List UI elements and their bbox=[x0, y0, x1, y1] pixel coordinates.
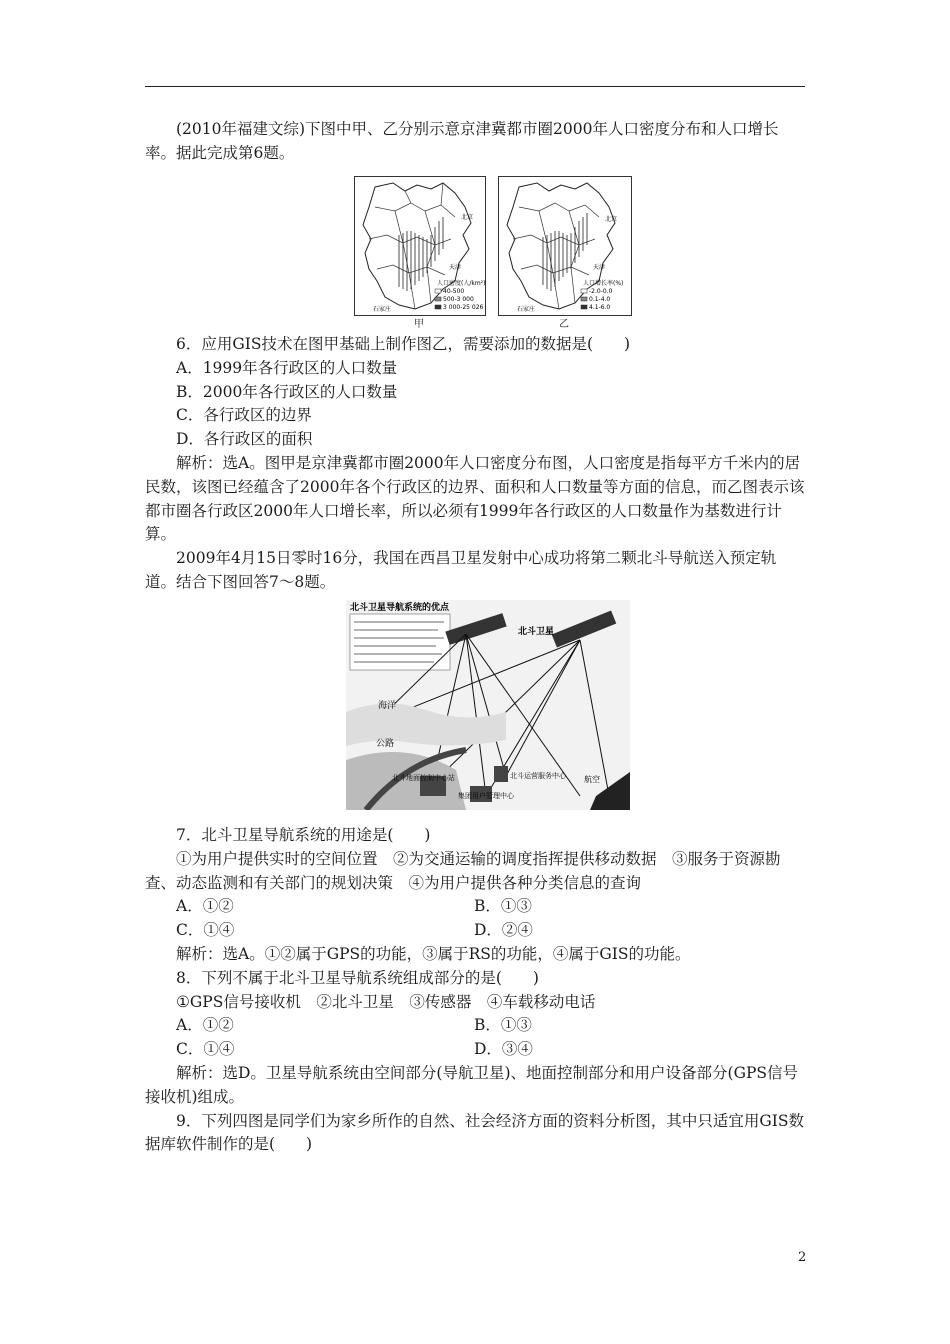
q7-stem: 7．北斗卫星导航系统的用途是( ) bbox=[176, 826, 431, 844]
beidou-figure-svg bbox=[346, 600, 630, 810]
map-left bbox=[354, 176, 486, 316]
q7-analysis: 解析：选A。①②属于GPS的功能，③属于RS的功能，④属于GIS的功能。 bbox=[176, 944, 691, 963]
map-right-svg bbox=[499, 177, 631, 315]
intro-q78: 2009年4月15日零时16分，我国在西昌卫星发射中心成功将第二颗北斗导航送入预定轨道。结合下图回答7～8题。 bbox=[145, 549, 777, 591]
q8-option-c: C．①④ bbox=[176, 1040, 235, 1059]
q6-option-b: B．2000年各行政区的人口数量 bbox=[176, 382, 398, 401]
header-rule bbox=[145, 86, 805, 87]
map-right-beijing: 北京 bbox=[605, 216, 618, 223]
q6-block bbox=[145, 333, 807, 595]
q7-option-b: B．①③ bbox=[474, 897, 532, 916]
q7-options-row-1 bbox=[145, 895, 807, 919]
q8-stem: 8．下列不属于北斗卫星导航系统组成部分的是( ) bbox=[176, 968, 539, 987]
map-right-legend-1: -2.0-0.0 bbox=[589, 288, 613, 295]
beidou-ops-label: 北斗运营服务中心 bbox=[510, 772, 566, 780]
q6-stem: 6．应用GIS技术在图甲基础上制作图乙，需要添加的数据是( ) bbox=[176, 335, 631, 353]
q6-option-d: D．各行政区的面积 bbox=[176, 430, 313, 449]
beidou-aviation-label: 航空 bbox=[584, 775, 600, 784]
beidou-title: 北斗卫星导航系统的优点 bbox=[350, 603, 450, 613]
q7-option-d: D．②④ bbox=[474, 921, 533, 940]
map-right-caption: 乙 bbox=[559, 319, 569, 330]
q8-option-b: B．①③ bbox=[474, 1016, 532, 1035]
q7-q9-block bbox=[145, 824, 807, 1157]
beidou-satellite-label: 北斗卫星 bbox=[518, 627, 555, 637]
q7-options-row-2 bbox=[145, 919, 807, 943]
q8-option-d: D．③④ bbox=[474, 1040, 533, 1059]
map-left-legend-title: 人口密度(人/km²) bbox=[437, 280, 485, 287]
q7-option-a: A．①② bbox=[176, 897, 234, 916]
q6-option-a: A．1999年各行政区的人口数量 bbox=[176, 358, 398, 377]
beidou-road-label: 公路 bbox=[376, 739, 395, 749]
q8-option-a: A．①② bbox=[176, 1016, 234, 1035]
beidou-station-label: 北斗地面控制中心站 bbox=[392, 774, 455, 782]
intro-q6-block bbox=[145, 118, 807, 166]
map-left-legend-3: 3 000-25 026 bbox=[443, 304, 484, 311]
map-left-caption: 甲 bbox=[414, 319, 424, 330]
population-maps-figure bbox=[354, 176, 632, 331]
map-right-shijiazhuang: 石家庄 bbox=[517, 306, 536, 313]
q8-analysis: 解析：选D。卫星导航系统由空间部分(导航卫星)、地面控制部分和用户设备部分(GPS信号接收机)组成。 bbox=[145, 1063, 799, 1106]
beidou-ocean-label: 海洋 bbox=[378, 701, 397, 711]
map-right-legend-2: 0.1-4.0 bbox=[589, 296, 611, 303]
map-right bbox=[498, 176, 632, 316]
q9-stem: 9．下列四图是同学们为家乡所作的自然、社会经济方面的资料分析图，其中只适宜用GIS数据库软件制作的是( ) bbox=[145, 1111, 804, 1154]
q8-items: ①GPS信号接收机 ②北斗卫星 ③传感器 ④车载移动电话 bbox=[176, 992, 596, 1011]
map-left-tianjin: 天津 bbox=[449, 264, 462, 271]
q6-option-c: C．各行政区的边界 bbox=[176, 406, 312, 425]
map-right-legend-title: 人口增长率(%) bbox=[583, 280, 624, 287]
map-right-legend-3: 4.1-6.0 bbox=[589, 304, 611, 311]
beidou-figure bbox=[346, 600, 630, 810]
beidou-group-label: 集团用户管理中心 bbox=[458, 792, 514, 800]
map-left-beijing: 北京 bbox=[461, 214, 474, 221]
q7-option-c: C．①④ bbox=[176, 921, 235, 940]
q7-items: ①为用户提供实时的空间位置 ②为交通运输的调度指挥提供移动数据 ③服务于资源勘查、动态监测和有关部门的规划决策 ④为用户提供各种分类信息的查询 bbox=[145, 849, 781, 892]
map-left-shijiazhuang: 石家庄 bbox=[373, 306, 392, 313]
map-left-legend-1: 40-500 bbox=[443, 288, 465, 295]
map-left-svg bbox=[355, 177, 485, 315]
map-left-legend-2: 500-3 000 bbox=[443, 296, 474, 303]
q6-analysis: 解析：选A。图甲是京津冀都市圈2000年人口密度分布图，人口密度是指每平方千米内的居民数，该图已经蕴含了2000年各个行政区的边界、面积和人口数量等方面的信息，而乙图表示该都市圈各行政区2000年人口增长率，所以必须有1999年各行政区的人口数量作为基数进行计算。 bbox=[145, 453, 805, 544]
map-right-tianjin: 天津 bbox=[593, 264, 606, 271]
q8-options-row-2 bbox=[145, 1038, 807, 1062]
intro-q6: (2010年福建文综)下图中甲、乙分别示意京津冀都市圈2000年人口密度分布和人口增长率。据此完成第6题。 bbox=[145, 120, 779, 162]
page-number: 2 bbox=[798, 1250, 807, 1265]
q8-options-row-1 bbox=[145, 1014, 807, 1038]
